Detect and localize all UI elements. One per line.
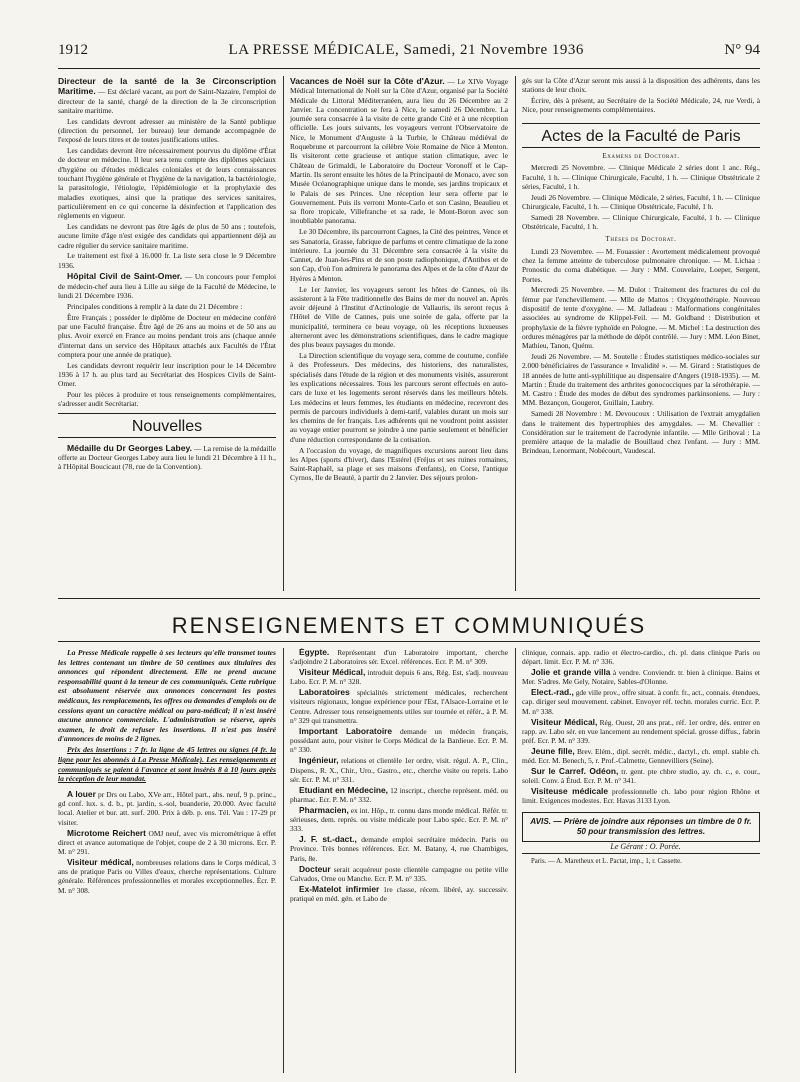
ad-text: relations et clientèle 1er ordre, visit. régul. A. P., Clin., Dispens., R. X., Chir., Uro., Gastro., etc., cherche visite ou repris. Labo sér. Ecr. P. M. n° 331. (290, 756, 508, 784)
paragraph: Principales conditions à remplir à la date du 21 Décembre : (67, 301, 243, 311)
ad-text: demande emploi secrétaire médecin. Paris ou Province. Très bonnes références. Ecr. M. Batany, 4, rue Chambiges, Paris, 8e. (290, 835, 508, 863)
article-text: — Un concours pour l'emploi de médecin-chef aura lieu à Lille au siège de la Faculté de Médecine, le lundi 21 Décembre 1936. (58, 272, 276, 301)
ad-text: serait acquéreur poste clientèle campagne ou petite ville Calvados, Orne ou Manche. Ecr. P. M. n° 335. (290, 864, 508, 883)
paragraph: Jeudi 26 Novembre. — M. Soutelle : Études statistiques médico-sociales sur 2.000 bénéficiaires de l'assurance « Invalidité ». — M. Girard : Statistiques de 18 années de lutte anti-syphilitique au dispensaire d'Angers (1918-1935). — M. Martin : Étude du traitement des arthrites gonococciques par la sérothérapie. — M. Castro : Étude des modes de début des syndromes parkinsoniens. — Jury : MM. Bezançon, Gougerot, Guillain, Laubry. (522, 351, 760, 408)
ad-heading: Visiteur Médical, (299, 667, 366, 678)
nouvelles-title: Nouvelles (131, 417, 203, 435)
paragraph: Mercredi 25 Novembre. — M. Dulot : Traitement des fractures du col du fémur par l'enchevillement. — Mlle de Mattos : Oxygénothérapie. Nouveau dispositif de tente d'oxygène. — M. Jalladeau : Malformations congénitales associées au syndrome de Klippel-Feil. — M. Goldband : Distribution et prophylaxie de la fièvre typhoïde en Pologne. — M. Michel : La destruction des ordures ménagères par la méthode de dépôt contrôlé. — Jury : MM. Léon Binet, Mathieu, Tanon, Quénu. (522, 285, 760, 351)
lower-column-2 (290, 648, 508, 1073)
paragraph: Les candidats devront être nécessairement pourvus du diplôme d'État de docteur en médecine. Il leur sera tenu compte des diplômes spéciaux d'hygiène ou d'études médicales coloniales et de leurs connaissances touchant l'hygiène générale et l'hygiène de la navigation, la bactériologie, la parasitologie, l'étiologie, l'épidémiologie et la prophylaxie des maladies exotiques, ainsi que la pratique des services sanitaires, particulièrement en ce qui concerne la désinfection et l'application des règlements en vigueur. (58, 146, 276, 221)
ad-heading: Sur le Carref. Odéon, (531, 766, 619, 777)
ad-text: 1re classe, récem. libéré, ay. successiv. pratiqué en méd. gén. et Labo de (290, 884, 508, 903)
paragraph: Jeudi 26 Novembre. — Clinique Médicale, 2 séries, Faculté, 1 h. — Clinique Chirurgicale, Faculté, 1 h. — Clinique Obstétricale, Faculté, 1 h. (522, 192, 760, 211)
ad-heading: Visiteur médical, (67, 856, 134, 867)
article-text: — La remise de la médaille offerte au Docteur Georges Labey aura lieu le lundi 21 Décembre à 11 h., à l'Hôpital Boucicaut (78, rue de la Convention). (58, 443, 276, 472)
lower-column-1 (58, 648, 276, 1073)
paragraph: Le traitement est fixé à 16.000 fr. La liste sera close le 9 Décembre 1936. (58, 251, 276, 270)
article-text: — Le XIVe Voyage Médical International de Noël sur la Côte d'Azur, organisé par la Société Médicale du Littoral Méditerranéen, aura lieu du 26 Décembre au 2 Janvier. La concentration se fera à Nice, le samedi 26 Décembre. La journée sera consacrée à la visite de cette grande Cité et à une réception officielle. Les jours suivants, les voyageurs verront l'Observatoire de Nice, le Monument d'Auguste à la Turbie, le Château médiéval de Roquebrune et parcourront la célèbre Voie Romaine de Nice à Menton. Ils visiteront cette gracieuse et antique station climatique, avec le Château de Grimaldi, le Laboratoire du Docteur Voronoff et le Cap-Martin. Ils seront ensuite les hôtes de la Principauté de Monaco, avec son Musée Océanographique unique dans le monde, ses jardins tropicaux et le Palais de ses Princes. Une réception leur sera offerte par le Gouvernement. Puis ils verront Monte-Carlo et son Casino, Beaulieu et sa flore tropicale, Villefranche et sa rade, le Mont-Boron avec son inoubliable panorama. (290, 77, 508, 226)
paragraph: Samedi 28 Novembre : M. Devoucoux : Utilisation de l'extrait amygdalien dans le traitement des hypertrophies des amygdales. — M. Chevallier : Considération sur le traitement de l'acrodynie infantile. — Mlle Grihoval : La première attaque de la maladie de Bouillaud chez l'enfant. — Jury : MM. Brindeau, Lenormant, Nobécourt, Vaudescal. (522, 409, 760, 456)
ad-heading: J. F. st.-dact., (299, 834, 357, 845)
article-heading: Hôpital Civil de Saint-Omer. (67, 271, 183, 282)
column-rule (283, 76, 284, 591)
ad-text: gde ville prov., offre situat. à confr. fr., act., connais. étendues, cap. diriger seul mouvement. cabinet. Envoyer réf. techn. morales curric. Ecr. P. M. n° 338. (522, 688, 760, 716)
journal-title: LA PRESSE MÉDICALE, Samedi, 21 Novembre 1936 (228, 42, 584, 58)
section-rule (58, 413, 276, 414)
section-title: RENSEIGNEMENTS ET COMMUNIQUÉS (171, 613, 647, 638)
paragraph: Les candidats ne devront pas être âgés de plus de 50 ans ; toutefois, aucune limite d'âge n'est exigée des candidats qui appartiennent déjà au cadre régulier du service sanitaire maritime. (58, 221, 276, 250)
section-rule (522, 123, 760, 124)
paragraph: Écrire, dès à présent, au Secrétaire de la Société Médicale, 24, rue Verdi, à Nice, pour renseignements complémentaires. (522, 96, 760, 115)
actes-title: Actes de la Faculté de Paris (541, 127, 741, 145)
ad-text: nombreuses relations dans le Corps médical, 3 ans de pratique Paris ou Villes d'eaux, cherche représentations. Culture générale. Références professionnelles et morales exceptionnelles. Écr. P. M. n° 308. (58, 857, 276, 895)
section-divider (58, 641, 760, 642)
ad-text: pr Drs ou Labo, XVe arr., Hôtel part., abs. neuf, 9 p. princ., gd conf. lux. s. d. b., pt. jardin, s.-sol, buanderie, 20.000. Avec faculté local. Atelier et bur. att. surf. 200. Prix à déb. p. ens. Tél. Vau : 17-29 pr visiter. (58, 789, 276, 827)
column-rule (515, 76, 516, 591)
ad-heading: Visiteur Médical, (531, 716, 598, 727)
page-number: 1912 (58, 42, 88, 58)
paragraph: Samedi 28 Novembre. — Clinique Chirurgicale, Faculté, 1 h. — Clinique Obstétricale, Faculté, 1 h. (522, 212, 760, 232)
paragraph: Pour les pièces à produire et tous renseignements complémentaires, s'adresser audit Secrétariat. (58, 390, 276, 409)
ad-heading: Jeune fille, (531, 745, 575, 756)
header-rule (58, 68, 760, 69)
ad-heading: Ingénieur, (299, 755, 339, 766)
article-heading: Vacances de Noël sur la Côte d'Azur. (290, 76, 445, 86)
ad-text: clinique, connais. app. radio et électro-cardio., ch. pl. dans clinique Paris ou départ. limit. Ecr. P. M. n° 336. (522, 648, 760, 667)
ad-text: à vendre. Conviendr. tr. bien à clinique. Bains et Mer. S'adres. Me Gely, Notaire, Sables-d'Olonne. (522, 668, 760, 687)
subsection-title: Thèses de Doctorat. (605, 235, 677, 244)
ad-heading: Docteur (299, 863, 331, 874)
ad-text: introduit depuis 6 ans, Rég. Est, s'adj. nouveau Labo. Ecr. P. M. n° 328. (290, 668, 508, 687)
article-heading: Médaille du Dr Georges Labey. (67, 442, 193, 453)
paragraph: Les candidats devront requérir leur inscription pour le 14 Décembre 1936 à 17 h. au plus tard au Secrétariat des Hospices Civils de Saint-Omer. (58, 360, 276, 389)
ad-text: Brev. Elém., dipl. secrét. médic., dactyl., ch. empl. stable ch. méd. Ecr. M. Benech, 5, r. Prof.-Calmette, Gennevilliers (Seine). (522, 746, 760, 766)
gerant-line: Le Gérant : O. Porée. (610, 841, 681, 851)
ad-text: spécialités strictement médicales, recherchent visiteurs régionaux, longue expérience pour l'Est, l'Alsace-Lorraine et le Centre. Adresser tous renseignements utiles sur tournée et référ., à P. M. n° 329 qui transmettra. (290, 688, 508, 726)
insertion-price: Prix des insertions : 7 fr. la ligne de 45 lettres ou signes (4 fr. la ligne pour les abonnés à La Presse Médicale). Les renseignements et communiqués se paient à l'avance et sont insérés 8 à 10 jours après la réception de leur mandat. (58, 745, 276, 784)
ad-text: 12 inscript., cherche représent. méd. ou pharmac. Ecr. P. M. n° 332. (290, 785, 508, 804)
paragraph: Les candidats devront adresser au ministère de la Santé publique (direction du personnel, 1er bureau) leur demande accompagnée de l'exposé de leurs titres et de toutes justifications utiles. (58, 116, 276, 145)
paragraph: Le 1er Janvier, les voyageurs seront les hôtes de Cannes, où ils assisteront à la Fête traditionnelle des Bains de mer du nouvel an. Après avoir déjeuné à l'Institut d'Actinologie de Vallauris, ils seront reçus à l'Hôtel de Ville de Cannes, puis une soirée de gala, offerte par la municipalité, terminera ce beau voyage, où les réceptions luxueuses alterneront avec les démonstrations scientifiques, dans le cadre magique des plus beaux paysages du monde. (290, 284, 508, 350)
ad-heading: Jolie et grande villa (531, 667, 611, 678)
section-rule (58, 437, 276, 438)
ad-heading: Visiteuse médicale (531, 786, 608, 797)
article-text: — Est déclaré vacant, au port de Saint-Nazaire, l'emploi de directeur de la santé, chargé de la direction de la 3e circonscription sanitaire maritime. (58, 87, 276, 115)
column-rule (283, 648, 284, 1073)
upper-column-1 (58, 76, 276, 591)
paragraph: A l'occasion du voyage, de magnifiques excursions auront lieu dans les Alpes (sports d'hiver), dans l'Estérel (Fréjus et ses ruines romaines, Saint-Raphaël, sa plage et ses maisons d'enfants), en Corse, l'antique Cyrnos, Ile de Beauté, à partir du 2 Janvier. Des séjours prolon- (290, 445, 508, 483)
section-rule (522, 147, 760, 148)
paragraph: gés sur la Côte d'Azur seront mis aussi à la disposition des adhérents, dans les stations de leur choix. (522, 76, 760, 95)
printer-line: Paris. — A. Maretheux et L. Pactat, imp., 1, r. Cassette. (522, 853, 760, 866)
notice-text: La Presse Médicale rappelle à ses lecteurs qu'elle transmet toutes les lettres contenant un timbre de 50 centimes aux titulaires des annonces qui répondent directement. Elle ne prend aucune responsabilité quant à la teneur de ces communiqués. Cette rubrique est absolument réservée aux annonces concernant les postes médicaux, les remplacements, les offres ou demandes d'emplois ou de cessions ayant un caractère médical ou para-médical; il n'est inséré aucune annonce commerciale. L'administration se réserve, après examen, le droit de refuser les insertions. Il n'est pas inséré d'annonces de moins de 2 lignes. (58, 648, 276, 744)
paragraph: La Direction scientifique du voyage sera, comme de coutume, confiée à des Professeurs. Des médecins, des historiens, des naturalistes, spécialisés dans l'étude de la région et des monuments visités, assureront les explications nécessaires. Tous les parcours seront effectués en auto-cars de luxe et les logements seront réservés dans les meilleurs hôtels. Les médecins et leurs femmes, les étudiants en médecine, recevront des permis de parcours individuels à demi-tarif, valables durant un mois sur les chemins de fer français. Les adhérents qui ne voudront point assister au voyage entier pourront se joindre à une partie seulement et bénéficier d'une réduction correspondante de la cotisation. (290, 351, 508, 444)
ad-text: Rég. Ouest, 20 ans prat., réf. 1er ordre, dés. entrer en rapp. av. Labo sér. en vue lancement au rendement spécial. grosse diffus., fabrin préf. Ecr. P. M. n° 339. (522, 717, 760, 746)
ad-text: ex int. Hôp., tr. connu dans monde médical. Référ. tr. sérieuses, dem. représ. ou visite médicale pour Labo spéc. Ecr. P. M. n° 333. (290, 805, 508, 834)
paragraph: Mercredi 25 Novembre. — Clinique Médicale 2 séries dont 1 anc. Rég., Faculté, 1 h. — Clinique Chirurgicale, Faculté, 1 h. — Clinique Obstétricale 2 séries, Faculté, 1 h. (522, 163, 760, 191)
ad-heading: Microtome Reichert (67, 827, 146, 838)
column-rule (515, 648, 516, 1073)
article-heading: Directeur de la santé de la 3e Circonscription Maritime. (58, 76, 276, 97)
ad-text: professionnelle ch. labo pour région Rhône et limit. Exigences modestes. Ecr. Havas 3133 Lyon. (522, 787, 760, 806)
ad-heading: Etudiant en Médecine, (299, 784, 389, 795)
subsection-title: Examens de Doctorat. (602, 151, 680, 160)
article-santé (58, 76, 276, 115)
ad-heading: Important Laboratoire (299, 725, 393, 736)
issue-number: N° 94 (724, 42, 760, 58)
ad-text: OMJ neuf, avec vis micrométrique à effet direct et avance automatique de l'objet, coupe de 2 à 30 microns. Ecr. P. M. n° 291. (58, 828, 276, 857)
ad-heading: Elect.-rad., (531, 687, 574, 698)
paragraph: Lundi 23 Novembre. — M. Fouassier : Avortement médicalement provoqué chez la femme atteinte de tuberculose pulmonaire chronique. — M. Lichaa : Pronostic du coma diabétique. — Jury : MM. Couvelaire, Loeper, Sergent, Portes. (522, 246, 760, 284)
section-divider (58, 598, 760, 599)
ad-heading: Laboratoires (299, 687, 350, 698)
ad-text: demande un médecin français, possédant auto, pour visiter le Corps Médical de la Banlieue. Ecr. P. M. n° 330. (290, 726, 508, 755)
ad-heading: Pharmacien, (299, 804, 349, 815)
ad-text: Représentant d'un Laboratoire important, cherche s'adjoindre 2 Laboratoires sér. Excel. références. Ecr. P. M. n° 309. (290, 648, 508, 667)
lower-column-3 (522, 648, 760, 1073)
ad-heading: Égypte. (299, 648, 330, 657)
paragraph: Être Français ; posséder le diplôme de Docteur en médecine conféré par une Faculté française. Être âgé de 26 ans au moins et de 50 ans au plus. Avoir exercé en France au moins pendant trois ans (chaque année d'internat dans un service des Hôpitaux attachés aux Facultés de l'État comptera pour une année de pratique). (58, 312, 276, 359)
upper-column-3 (522, 76, 760, 591)
paragraph: Le 30 Décembre, ils parcourront Cagnes, la Cité des peintres, Vence et ses Sanatoria, Grasse, fabrique de parfums et centre climatique de la zone intérieure. La journée du 31 Décembre sera consacrée à la visite du Cannet, de Juan-les-Pins et de son poste radiophonique, d'Antibes et de son Cap, d'où l'on admirera le panorama des Alpes et de la côte d'Azur de Hyères à Menton. (290, 227, 508, 283)
ad-heading: A louer (67, 788, 96, 799)
page-header (58, 42, 760, 66)
ad-text: tr. gent. pte chbre studio, ay. ch. c., e. cour., soleil. Conv. à Étud. Ecr. P. M. n° 341. (522, 767, 760, 786)
ad-heading: Ex-Matelot infirmier (299, 883, 380, 894)
avis-box: AVIS. — Prière de joindre aux réponses un timbre de 0 fr. 50 pour transmission des lettres. (522, 812, 760, 842)
upper-column-2 (290, 76, 508, 591)
